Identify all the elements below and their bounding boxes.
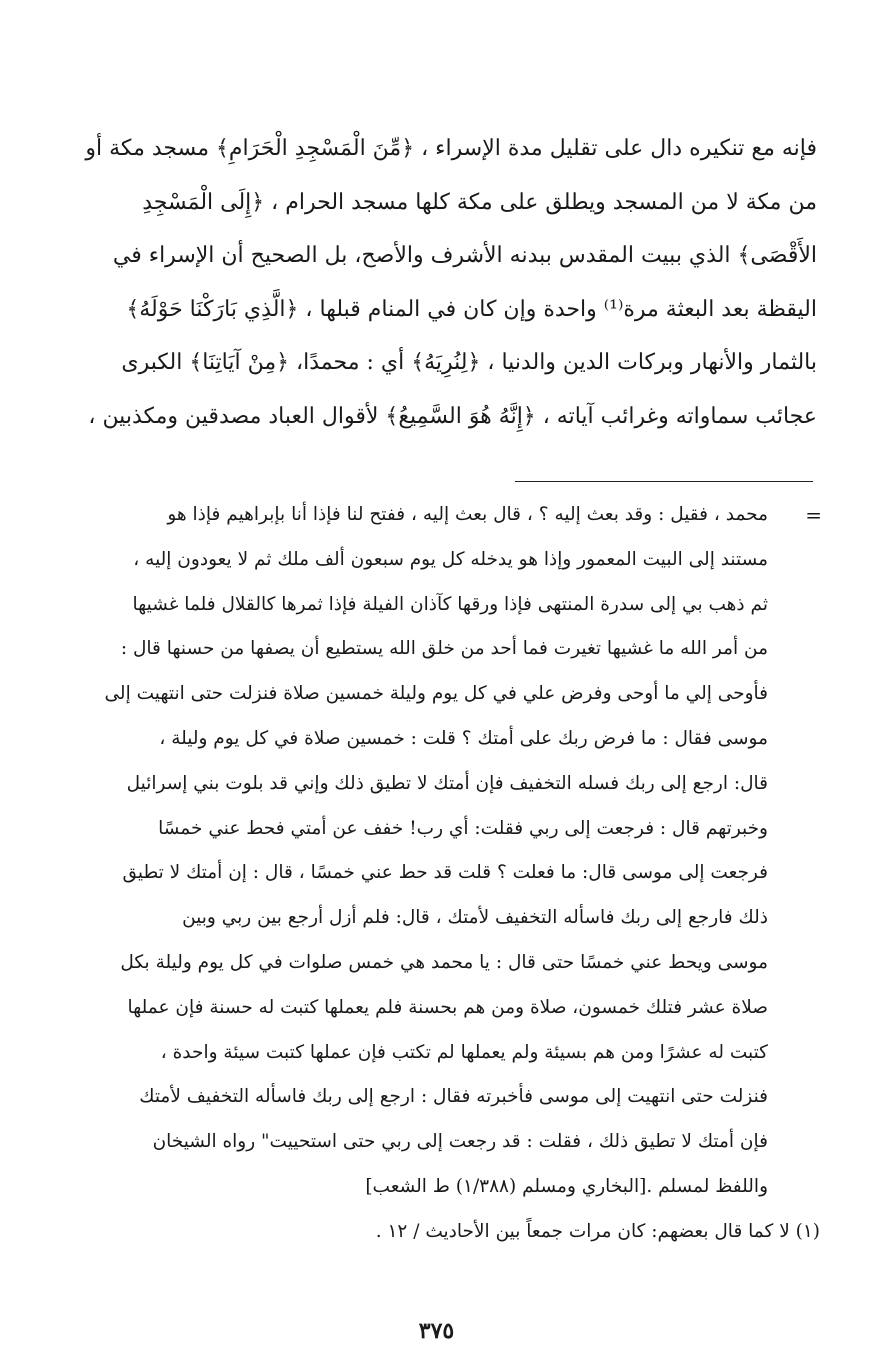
continuation-mark: = bbox=[805, 503, 822, 527]
footnote-line: فأوحى إلي ما أوحى وفرض علي في كل يوم وليلة خمسين صلاة فنزلت حتى انتهيت إلى bbox=[104, 683, 768, 705]
footnote-line: موسى ويحط عني خمسًا حتى قال : يا محمد هي خمس صلوات في كل يوم وليلة بكل bbox=[120, 951, 768, 973]
footnote-line: كتبت له عشرًا ومن هم بسيئة ولم يعملها لم تكتب فإن عملها كتبت سيئة واحدة ، bbox=[160, 1041, 768, 1063]
main-text-body bbox=[62, 122, 817, 443]
footnote-1: (١) لا كما قال بعضهم: كان مرات جمعاً بين الأحاديث / ١٢ . bbox=[375, 1220, 820, 1242]
footnote-line: من أمر الله ما غشيها تغيرت فما أحد من خلق الله يستطيع أن يصفها من حسنها قال : bbox=[120, 638, 768, 660]
footnote-line: موسى فقال : ما فرض ربك على أمتك ؟ قلت : خمسين صلاة في كل يوم وليلة ، bbox=[159, 727, 768, 749]
main-text-line: فإنه مع تنكيره دال على تقليل مدة الإسراء ، ﴿مِّنَ الْمَسْجِدِ الْحَرَامِ﴾ مسجد مكة أو bbox=[85, 136, 817, 161]
footnotes-section bbox=[60, 493, 820, 1255]
footnote-line: مستند إلى البيت المعمور وإذا هو يدخله كل يوم سبعون ألف ملك ثم لا يعودون إليه ، bbox=[133, 548, 768, 570]
footnote-divider bbox=[515, 481, 813, 482]
footnote-line: فرجعت إلى موسى قال: ما فعلت ؟ قلت قد حط عني خمسًا ، قال : إن أمتك لا تطيق bbox=[122, 862, 768, 884]
footnote-line: قال: ارجع إلى ربك فسله التخفيف فإن أمتك لا تطيق ذلك وإني قد بلوت بني إسرائيل bbox=[126, 772, 768, 794]
footnote-line: فإن أمتك لا تطيق ذلك ، فقلت : قد رجعت إلى ربي حتى استحييت" رواه الشيخان bbox=[152, 1131, 768, 1153]
main-text-line: اليقظة بعد البعثة مرة⁽¹⁾ واحدة وإن كان في المنام قبلها ، ﴿الَّذِي بَارَكْنَا حَوْلَهُ﴾ bbox=[126, 296, 817, 322]
footnote-line: محمد ، فقيل : وقد بعث إليه ؟ ، قال بعث إليه ، ففتح لنا فإذا أنا بإبراهيم فإذا هو bbox=[167, 504, 768, 525]
footnote-line: وخبرتهم قال : فرجعت إلى ربي فقلت: أي رب! خفف عن أمتي فحط عني خمسًا bbox=[158, 817, 768, 839]
main-text-line: عجائب سماواته وغرائب آياته ، ﴿إِنَّهُ هُوَ السَّمِيعُ﴾ لأقوال العباد مصدقين ومكذبين ، bbox=[88, 403, 817, 429]
main-text-line: بالثمار والأنهار وبركات الدين والدنيا ، ﴿لِنُرِيَهُ﴾ أي : محمدًا، ﴿مِنْ آيَاتِنَا﴾ الكبرى bbox=[121, 350, 817, 375]
footnote-line: ثم ذهب بي إلى سدرة المنتهى فإذا ورقها كآذان الفيلة فإذا ثمرها كالقلال فلما غشيها bbox=[132, 593, 768, 615]
footnote-line: فنزلت حتى انتهيت إلى موسى فأخبرته فقال : ارجع إلى ربك فاسأله التخفيف لأمتك bbox=[139, 1086, 768, 1108]
footnote-line: ذلك فارجع إلى ربك فاسأله التخفيف لأمتك ، قال: فلم أزل أرجع بين ربي وبين bbox=[182, 907, 768, 929]
footnote-line: صلاة عشر فتلك خمسون، صلاة ومن هم بحسنة فلم يعملها كتبت له حسنة فإن عملها bbox=[127, 996, 768, 1018]
main-text-line: الأَقْصَى﴾ الذي ببيت المقدس ببدنه الأشرف والأصح، بل الصحيح أن الإسراء في bbox=[112, 243, 817, 268]
footnote-line: واللفظ لمسلم .[البخاري ومسلم (١/٣٨٨) ط الشعب] bbox=[365, 1175, 768, 1197]
page-number: ٣٧٥ bbox=[418, 1318, 455, 1344]
main-text-line: من مكة لا من المسجد ويطلق على مكة كلها مسجد الحرام ، ﴿إِلَى الْمَسْجِدِ bbox=[142, 189, 817, 215]
